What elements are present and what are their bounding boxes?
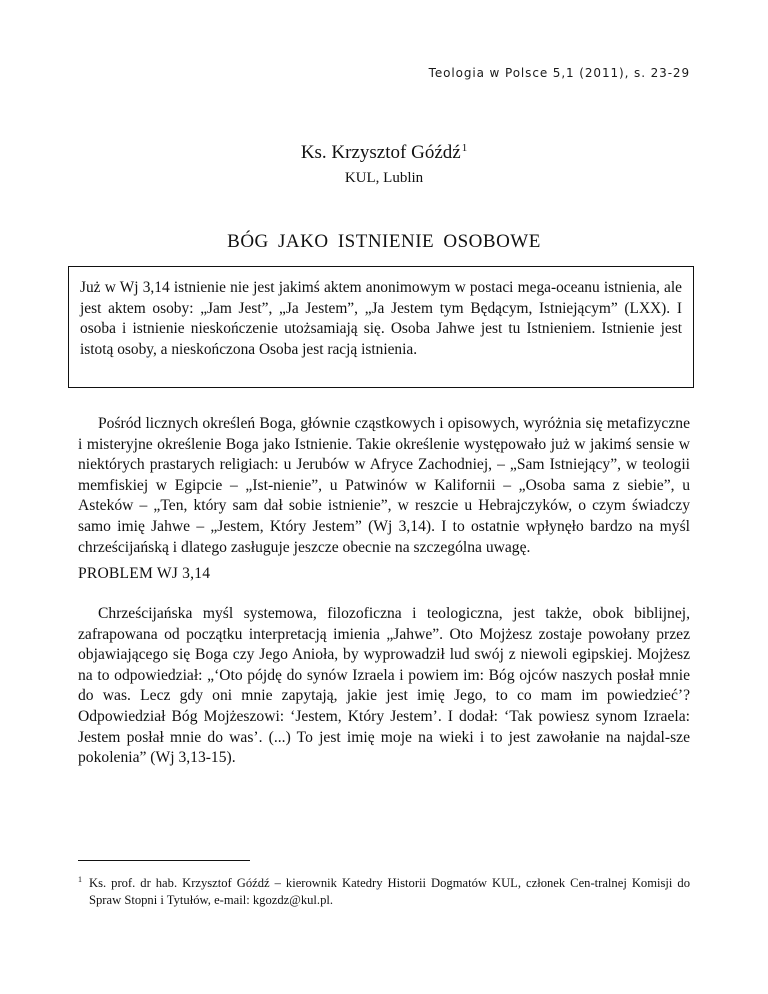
footnote [78, 871, 690, 909]
footnote-mark: 1 [78, 875, 82, 884]
author-line [0, 142, 768, 164]
intro-paragraph: Pośród licznych określeń Boga, głównie cząstkowych i opisowych, wyróżnia się metafizyczne i misteryjne określenie Boga jako Istnienie. Takie określenie występowało już w jakimś sensie w niektórych prastarych religiach: u Jerubów w Afryce Zachodniej, – „Sam Istniejący”, w teologii memfiskiej w Egipcie – „Ist-nienie”, u Patwinów w Kalifornii – „Osoba sama z siebie”, u Asteków – „Ten, który sam dał sobie istnienie”, w reszcie u Hebrajczyków, o czym świadczy samo imię Jahwe – „Jestem, Który Jestem” (Wj 3,14). I to ostatnie wpłynęło bardzo na myśl chrześcijańską i dlatego zasługuje jeszcze obecnie na szczególna uwagę. [78, 415, 690, 556]
abstract-box [68, 266, 694, 388]
author-footnote-mark: 1 [461, 142, 468, 154]
author-name: Ks. Krzysztof Góźdź [300, 142, 461, 163]
footnote-divider [78, 860, 250, 861]
abstract-text: Już w Wj 3,14 istnienie nie jest jakimś aktem anonimowym w postaci mega-oceanu istnienia, ale jest aktem osoby: „Jam Jest”, „Ja Jestem”, „Ja Jestem tym Będącym, Istniejącym” (LXX). I osoba i istnienie nieskończenie utożsamiają się. Osoba Jahwe jest tu Istnieniem. Istnienie jest istotą osoby, a nieskończona Osoba jest racją istnienia. [80, 279, 682, 358]
running-head: Teologia w Polsce 5,1 (2011), s. 23-29 [428, 66, 690, 80]
section-heading: PROBLEM WJ 3,14 [78, 565, 211, 582]
footnote-text: Ks. prof. dr hab. Krzysztof Góźdź – kierownik Katedry Historii Dogmatów KUL, członek Cen-tralnej Komisji do Spraw Stopni i Tytułów, e-mail: kgozdz@kul.pl. [89, 876, 690, 907]
section-paragraph: Chrześcijańska myśl systemowa, filozoficzna i teologiczna, jest także, obok biblijnej, zafrapowana od początku interpretacją imienia „Jahwe”. Oto Mojżesz zostaje powołany przez objawiającego się Boga czy Jego Anioła, by wyprowadził lud swój z niewoli egipskiej. Mojżesz na to odpowiedział: „‘Oto pójdę do synów Izraela i powiem im: Bóg ojców naszych posłał mnie do was. Lecz gdy oni mnie zapytają, jakie jest imię Jego, to co mam im powiedzieć’? Odpowiedział Bóg Mojżeszowi: ‘Jestem, Który Jestem’. I dodał: ‘Tak powiesz synom Izraela: Jestem posłał mnie do was’. (...) To jest imię moje na wieki i to jest zawołanie na najdal-sze pokolenia” (Wj 3,13-15). [78, 605, 690, 767]
author-affiliation: KUL, Lublin [344, 170, 424, 186]
article-title: BÓG JAKO ISTNIENIE OSOBOWE [227, 231, 541, 252]
